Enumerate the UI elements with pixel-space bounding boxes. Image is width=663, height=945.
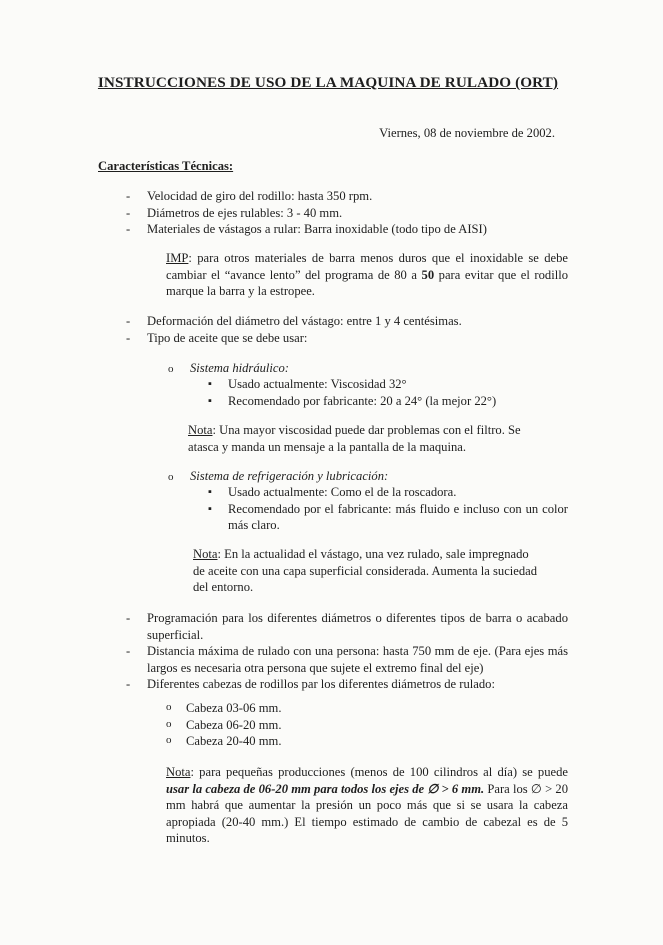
spec-item: - Distancia máxima de rulado con una persona: hasta 750 mm de eje. (Para ejes más largos es necesaria otra persona que sujete el extremo final del eje) bbox=[126, 643, 568, 676]
hydraulic-item: ▪ Recomendado por fabricante: 20 a 24° (la mejor 22°) bbox=[206, 393, 496, 410]
head-item: o Cabeza 06-20 mm. bbox=[166, 717, 281, 734]
hydraulic-item: ▪ Usado actualmente: Viscosidad 32° bbox=[206, 376, 496, 393]
head-item: o Cabeza 03-06 mm. bbox=[166, 700, 281, 717]
hydraulic-title: o Sistema hidráulico: bbox=[168, 361, 289, 375]
spec-list-3 bbox=[126, 610, 568, 693]
imp-text-b: para evitar que el rodillo marque la barra y la estropee. bbox=[166, 267, 568, 298]
note-text-b: Para los ∅ > 20 mm habrá que aumentar la presión un poco más que si se usara la cabeza apropiada (20-40 mm.) El tiempo estimado de cambio de cabezal es de 5 minutos. bbox=[166, 781, 568, 845]
spec-list-1 bbox=[126, 188, 576, 238]
head-item: o Cabeza 20-40 mm. bbox=[166, 733, 281, 750]
hydraulic-list bbox=[206, 376, 496, 409]
spec-item: - Tipo de aceite que se debe usar: bbox=[126, 330, 576, 347]
cooling-list bbox=[206, 484, 568, 534]
note-label: Nota bbox=[193, 547, 218, 561]
spec-item: - Deformación del diámetro del vástago: entre 1 y 4 centésimas. bbox=[126, 313, 576, 330]
note-emphasis: usar la cabeza de 06-20 mm para todos los ejes de ∅ > 6 mm. bbox=[166, 781, 485, 796]
note-text-a: : para pequeñas producciones (menos de 100 cilindros al día) se puede bbox=[190, 765, 568, 779]
final-note bbox=[166, 764, 568, 847]
spec-item: - Velocidad de giro del rodillo: hasta 350 rpm. bbox=[126, 188, 576, 205]
cooling-item: ▪ Usado actualmente: Como el de la roscadora. bbox=[206, 484, 568, 501]
imp-bold: 50 bbox=[421, 267, 435, 282]
imp-label: IMP bbox=[166, 251, 189, 265]
hydraulic-note bbox=[188, 422, 548, 455]
note-label: Nota bbox=[166, 765, 191, 779]
heads-list bbox=[166, 700, 281, 750]
spec-item: - Diámetros de ejes rulables: 3 - 40 mm. bbox=[126, 205, 576, 222]
spec-item: - Diferentes cabezas de rodillos par los diferentes diámetros de rulado: bbox=[126, 676, 568, 693]
spec-item: - Programación para los diferentes diámetros o diferentes tipos de barra o acabado superficial. bbox=[126, 610, 568, 643]
imp-paragraph bbox=[166, 250, 568, 300]
cooling-item: ▪ Recomendado por el fabricante: más fluido e incluso con un color más claro. bbox=[206, 501, 568, 534]
spec-list-2 bbox=[126, 313, 576, 346]
document-date: Viernes, 08 de noviembre de 2002. bbox=[379, 126, 555, 140]
section-heading: Características Técnicas: bbox=[98, 159, 234, 173]
document-title: INSTRUCCIONES DE USO DE LA MAQUINA DE RULADO (ORT) bbox=[97, 74, 559, 91]
note-text: : Una mayor viscosidad puede dar problemas con el filtro. Se atasca y manda un mensaje a la pantalla de la maquina. bbox=[188, 423, 521, 454]
note-label: Nota bbox=[188, 423, 213, 437]
note-text: : En la actualidad el vástago, una vez rulado, sale impregnado de aceite con una capa superficial considerada. Aumenta la suciedad del entorno. bbox=[193, 547, 538, 594]
cooling-note bbox=[193, 546, 543, 596]
imp-text-a: : para otros materiales de barra menos duros que el inoxidable se debe cambiar el “avance lento” del programa de 80 a bbox=[166, 251, 568, 282]
cooling-title: o Sistema de refrigeración y lubricación: bbox=[168, 469, 389, 483]
spec-item: - Materiales de vástagos a rular: Barra inoxidable (todo tipo de AISI) bbox=[126, 221, 576, 238]
